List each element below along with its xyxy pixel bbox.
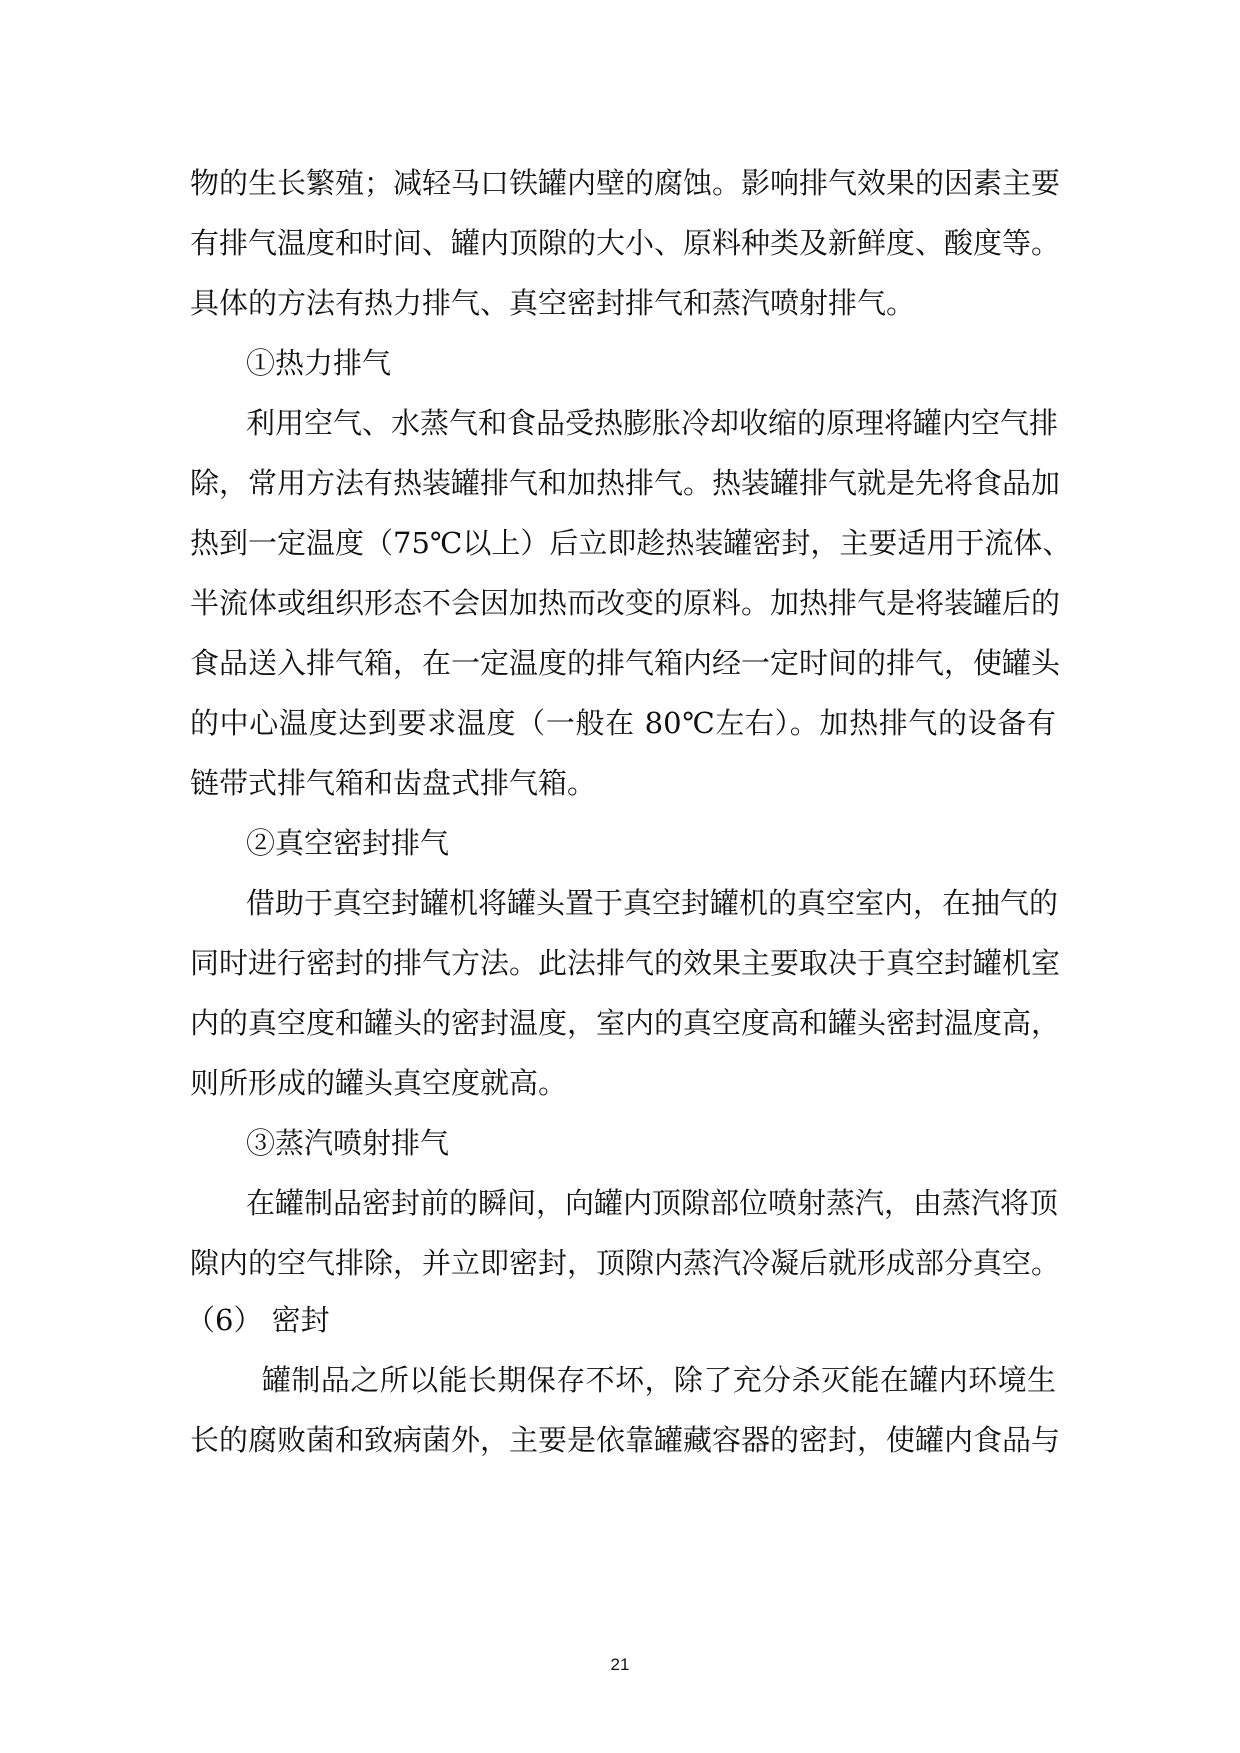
text-line: 隙内的空气排除，并立即密封，顶隙内蒸汽冷凝后就形成部分真空。 [190, 1246, 1061, 1280]
page-number: 21 [610, 1655, 630, 1674]
text-line: 长的腐败菌和致病菌外，主要是依靠罐藏容器的密封，使罐内食品与 [190, 1423, 1061, 1457]
text-line: 具体的方法有热力排气、真空密封排气和蒸汽喷射排气。 [190, 286, 916, 320]
text-line: 有排气温度和时间、罐内顶隙的大小、原料种类及新鲜度、酸度等。 [190, 226, 1061, 260]
text-line: 借助于真空封罐机将罐头置于真空封罐机的真空室内，在抽气的 [246, 886, 1059, 920]
text-line: 热到一定温度（75℃以上）后立即趁热装罐密封，主要适用于流体、 [190, 526, 1072, 560]
text-line: 食品送入排气箱，在一定温度的排气箱内经一定时间的排气，使罐头 [190, 646, 1061, 680]
text-line: 利用空气、水蒸气和食品受热膨胀冷却收缩的原理将罐内空气排 [246, 406, 1059, 440]
text-line: 除，常用方法有热装罐排气和加热排气。热装罐排气就是先将食品加 [190, 466, 1061, 500]
text-line: 半流体或组织形态不会因加热而改变的原料。加热排气是将装罐后的 [190, 586, 1061, 620]
section-heading: ①热力排气 [246, 346, 392, 380]
text-line: 内的真空度和罐头的密封温度，室内的真空度高和罐头密封温度高， [190, 1006, 1061, 1040]
text-line: 罐制品之所以能长期保存不坏，除了充分杀灭能在罐内环境生 [262, 1363, 1056, 1397]
section-heading: ③蒸汽喷射排气 [246, 1126, 450, 1160]
section-heading: ②真空密封排气 [246, 826, 450, 860]
text-line: 同时进行密封的排气方法。此法排气的效果主要取决于真空封罐机室 [190, 946, 1061, 980]
section-heading: （6） 密封 [186, 1303, 330, 1337]
text-line: 物的生长繁殖；减轻马口铁罐内壁的腐蚀。影响排气效果的因素主要 [190, 166, 1061, 200]
text-line: 则所形成的罐头真空度就高。 [190, 1066, 568, 1100]
text-line: 在罐制品密封前的瞬间，向罐内顶隙部位喷射蒸汽，由蒸汽将顶 [246, 1186, 1059, 1220]
text-line: 的中心温度达到要求温度（一般在 80℃左右）。加热排气的设备有 [190, 706, 1056, 740]
text-line: 链带式排气箱和齿盘式排气箱。 [190, 766, 597, 800]
